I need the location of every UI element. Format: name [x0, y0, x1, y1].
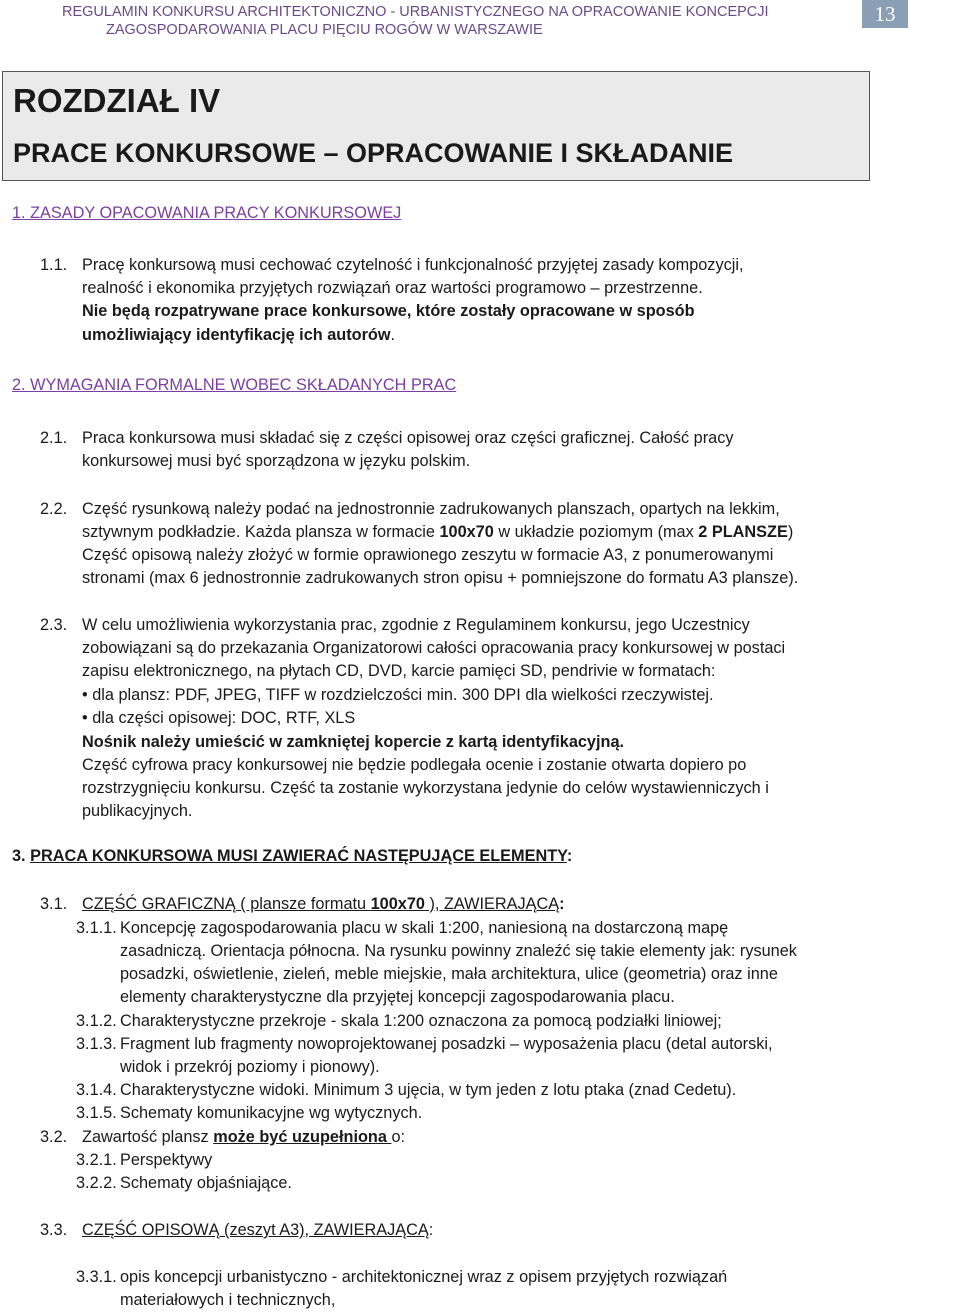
s32-heading	[82, 1126, 405, 1149]
i313-line: widok i przekrój poziomy i pionowy).	[120, 1058, 380, 1076]
s33-text: CZĘŚĆ OPISOWĄ (zeszyt A3), ZAWIERAJĄCĄ	[82, 1221, 429, 1239]
i321-line: Perspektywy	[120, 1151, 213, 1169]
chapter-title: PRACE KONKURSOWE – OPRACOWANIE I SKŁADANIE	[13, 138, 734, 168]
p11-line: realność i ekonomika przyjętych rozwiązań oraz wartości programowo – przestrzenne.	[82, 279, 703, 297]
p23-line: Część cyfrowa pracy konkursowej nie będzie podlegała ocenie i zostanie otwarta dopiero po	[82, 756, 747, 774]
section-3-title: PRACA KONKURSOWA MUSI ZAWIERAĆ NASTĘPUJĄCE ELEMENTY	[30, 847, 567, 865]
i312-line: Charakterystyczne przekroje - skala 1:200 oznaczona za pomocą podziałki liniowej;	[120, 1012, 722, 1030]
s31-heading	[82, 893, 565, 916]
header-line-2: ZAGOSPODAROWANIA PLACU PIĘCIU ROGÓW W WARSZAWIE	[106, 22, 543, 38]
i331-line: materiałowych i technicznych,	[120, 1291, 336, 1309]
i314-number: 3.1.4.	[76, 1081, 117, 1099]
p22-line: Część opisową należy złożyć w formie oprawionego zeszytu w formacie A3, z ponumerowanymi	[82, 546, 774, 564]
p11-line-bold	[82, 324, 395, 347]
chapter-box	[2, 71, 870, 181]
p22-text: )	[787, 523, 794, 541]
i321-number: 3.2.1.	[76, 1151, 117, 1169]
chapter-number: ROZDZIAŁ IV	[13, 82, 221, 119]
s31-text: CZĘŚĆ GRAFICZNĄ ( plansze formatu	[82, 895, 371, 913]
i331-line: opis koncepcji urbanistyczno - architektonicznej wraz z opisem przyjętych rozwiązań	[120, 1268, 728, 1286]
section-3-colon: :	[566, 847, 573, 865]
p23-bold-line: Nośnik należy umieścić w zamkniętej kopercie z kartą identyfikacyjną.	[82, 733, 625, 751]
p23-line: rozstrzygnięciu konkursu. Część ta zostanie wykorzystana jedynie do celów wystawienniczych i	[82, 779, 769, 797]
section-3-number: 3.	[12, 847, 31, 865]
i311-line: elementy charakterystyczne dla przyjętej koncepcji zagospodarowania placu.	[120, 988, 675, 1006]
s31-format: 100x70	[370, 895, 425, 913]
section-1-heading: 1. ZASADY OPACOWANIA PRACY KONKURSOWEJ	[12, 204, 402, 222]
i311-number: 3.1.1.	[76, 919, 117, 937]
p22-line: Część rysunkową należy podać na jednostronnie zadrukowanych planszach, opartych na lekkim,	[82, 500, 780, 518]
p11-period: .	[390, 326, 396, 344]
header-line-1: REGULAMIN KONKURSU ARCHITEKTONICZNO - URBANISTYCZNEGO NA OPRACOWANIE KONCEPCJI	[62, 4, 769, 20]
s31-text: ), ZAWIERAJĄCĄ	[424, 895, 560, 913]
i322-line: Schematy objaśniające.	[120, 1174, 292, 1192]
i331-number: 3.3.1.	[76, 1268, 117, 1286]
p23-bullet: • dla plansz: PDF, JPEG, TIFF w rozdzielczości min. 300 DPI dla wielkości rzeczywistej.	[82, 686, 714, 704]
i311-line: posadzki, oświetlenie, zieleń, meble miejskie, mała architektura, ulice (geometria) oraz inne	[120, 965, 778, 983]
s31-number: 3.1.	[40, 895, 68, 913]
p22-number: 2.2.	[40, 500, 68, 518]
p23-number: 2.3.	[40, 616, 68, 634]
p22-format: 100x70	[439, 523, 494, 541]
p23-bullet: • dla części opisowej: DOC, RTF, XLS	[82, 709, 356, 727]
p11-line: Pracę konkursową musi cechować czytelność i funkcjonalność przyjętej zasady kompozycji,	[82, 256, 744, 274]
page-number: 13	[862, 0, 908, 28]
p22-text: sztywnym podkładzie. Każda plansza w formacie	[82, 523, 440, 541]
i313-number: 3.1.3.	[76, 1035, 117, 1053]
p22-line	[82, 521, 793, 544]
s33-heading	[82, 1219, 433, 1242]
i312-number: 3.1.2.	[76, 1012, 117, 1030]
p11-number: 1.1.	[40, 256, 68, 274]
p23-line: publikacyjnych.	[82, 802, 193, 820]
s32-emphasis: może być uzupełniona	[213, 1128, 392, 1146]
p11-bold-text: umożliwiający identyfikację ich autorów	[82, 326, 391, 344]
p23-line: zapisu elektronicznego, na płytach CD, DVD, karcie pamięci SD, pendrivie w formatach:	[82, 662, 716, 680]
p22-max-sheets: 2 PLANSZE	[698, 523, 788, 541]
section-3-heading	[12, 847, 572, 866]
p21-line: konkursowej musi być sporządzona w języku polskim.	[82, 452, 471, 470]
s33-colon: :	[428, 1221, 434, 1239]
p11-line-bold: Nie będą rozpatrywane prace konkursowe, które zostały opracowane w sposób	[82, 302, 695, 320]
p23-line: W celu umożliwienia wykorzystania prac, zgodnie z Regulaminem konkursu, jego Uczestnicy	[82, 616, 750, 634]
section-2-heading: 2. WYMAGANIA FORMALNE WOBEC SKŁADANYCH PRAC	[12, 376, 457, 394]
s33-number: 3.3.	[40, 1221, 68, 1239]
p21-line: Praca konkursowa musi składać się z części opisowej oraz części graficznej. Całość pracy	[82, 429, 734, 447]
i315-number: 3.1.5.	[76, 1104, 117, 1122]
i315-line: Schematy komunikacyjne wg wytycznych.	[120, 1104, 423, 1122]
p22-text: w układzie poziomym (max	[493, 523, 699, 541]
p23-line: zobowiązani są do przekazania Organizatorowi całości opracowania pracy konkursowej w postaci	[82, 639, 786, 657]
p22-line: stronami (max 6 jednostronnie zadrukowanych stron opisu + pomniejszone do formatu A3 plansze).	[82, 569, 799, 587]
i311-line: zasadniczą. Orientacja północna. Na rysunku powinny znaleźć się takie elementy jak: rysunek	[120, 942, 797, 960]
i313-line: Fragment lub fragmenty nowoprojektowanej posadzki – wyposażenia placu (detal autorski,	[120, 1035, 773, 1053]
p21-number: 2.1.	[40, 429, 68, 447]
i314-line: Charakterystyczne widoki. Minimum 3 ujęcia, w tym jeden z lotu ptaka (znad Cedetu).	[120, 1081, 737, 1099]
i311-line: Koncepcję zagospodarowania placu w skali 1:200, naniesioną na dostarczoną mapę	[120, 919, 729, 937]
s32-text: o:	[391, 1128, 406, 1146]
i322-number: 3.2.2.	[76, 1174, 117, 1192]
s32-text: Zawartość plansz	[82, 1128, 214, 1146]
s32-number: 3.2.	[40, 1128, 68, 1146]
s31-colon: :	[559, 895, 565, 913]
